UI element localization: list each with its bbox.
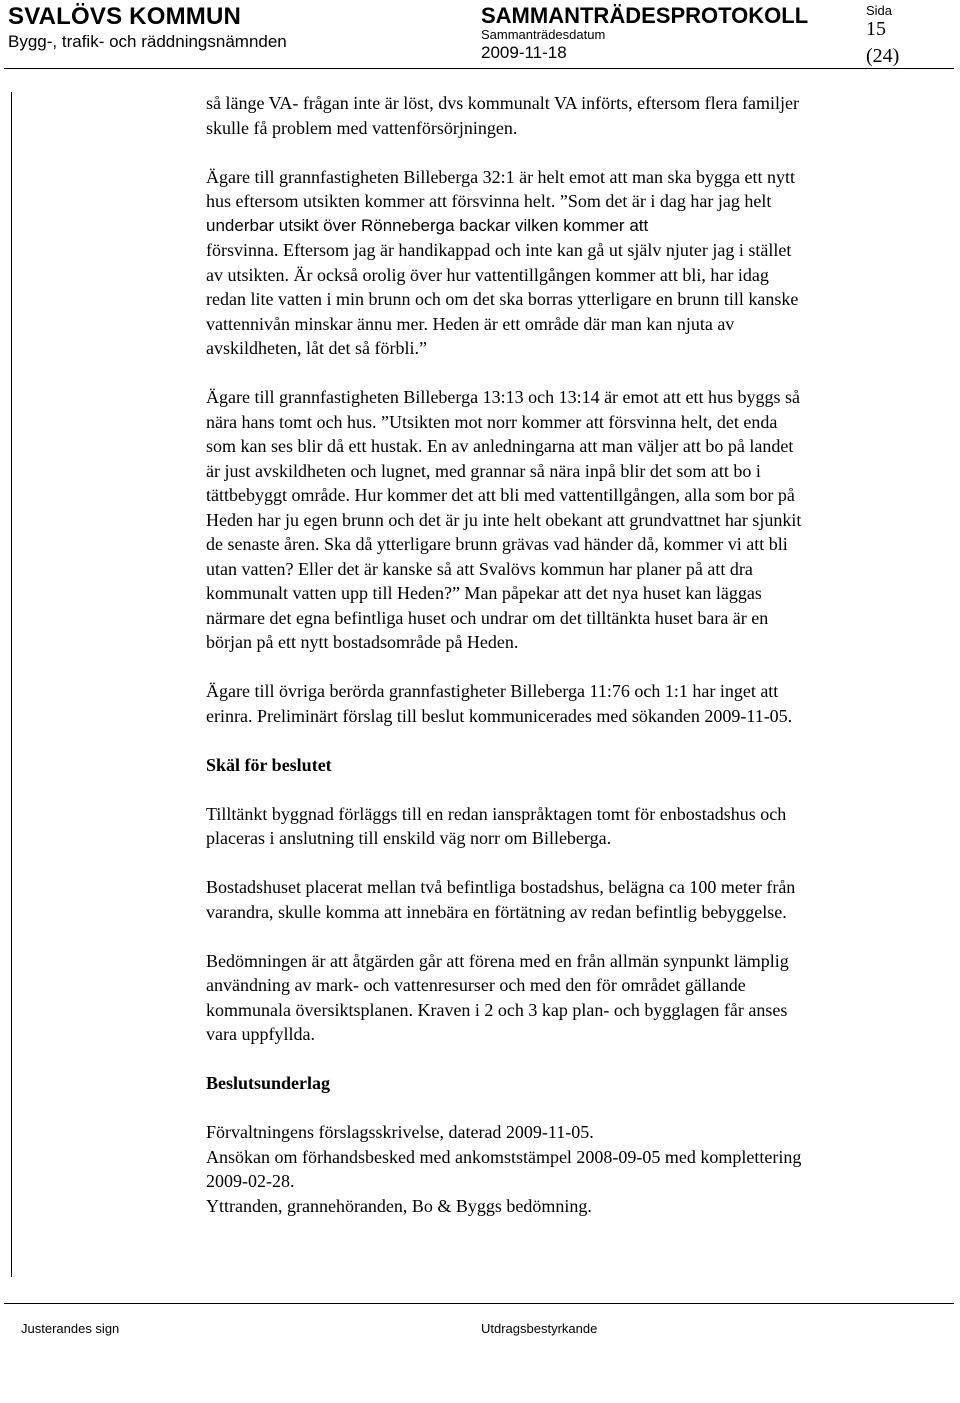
paragraph-va-question <box>206 91 926 140</box>
section-heading: Skäl för beslutet <box>206 754 332 775</box>
text-line: så länge VA- frågan inte är löst, dvs kommunalt VA införts, eftersom flera familjer <box>206 93 800 113</box>
signature-label: Justerandes sign <box>21 1321 120 1336</box>
text-line: Heden har ju egen brunn och det är ju inte helt obekant att grundvattnet har sjunkit <box>206 509 802 530</box>
text-line: är just avskildheten och lugnet, med grannar så nära inpå blir det som att bo i <box>206 460 761 481</box>
document-type: SAMMANTRÄDESPROTOKOLL <box>481 3 809 28</box>
text-line: som kan ses blir då ett hustak. En av anledningarna att man väljer att bo på landet <box>206 436 794 456</box>
paragraph-neighbor-32-1 <box>206 165 926 361</box>
paragraph-neighbor-13-13 <box>206 385 926 655</box>
text-line: redan lite vatten i min brunn och om det ska borras ytterligare en brunn till kanske <box>206 289 799 309</box>
text-line: vattennivån minskar ännu mer. Heden är ett område där man kan njuta av <box>206 313 735 334</box>
text-line: 2009-02-28. <box>206 1171 295 1191</box>
text-line: användning av mark- och vattenresurser och med den för området gällande <box>206 975 746 995</box>
footer-divider <box>4 1303 954 1304</box>
text-line: kommunalt vatten upp till Heden?” Man påpekar att det nya huset kan läggas <box>206 583 762 603</box>
section-heading: Beslutsunderlag <box>206 1073 331 1093</box>
text-line: Ägare till grannfastigheten Billeberga 32:1 är helt emot att man ska bygga ett nytt <box>206 166 795 187</box>
page-total: (24) <box>866 45 900 67</box>
text-line: Bedömningen är att åtgärden går att förena med en från allmän synpunkt lämplig <box>206 950 789 971</box>
text-line: nära hans tomt och hus. ”Utsikten mot norr kommer att försvinna helt, det enda <box>206 411 778 432</box>
text-line: tättbebyggt område. Hur kommer det att bli med vattentillgången, alla som bor på <box>206 485 795 505</box>
text-line: erinra. Preliminärt förslag till beslut kommunicerades med sökanden 2009-11-05. <box>206 705 793 726</box>
text-line: varandra, skulle komma att innebära en förtätning av redan befintlig bebyggelse. <box>206 901 787 922</box>
certification-label: Utdragsbestyrkande <box>481 1321 598 1336</box>
section-heading-reasons <box>206 753 926 778</box>
section-heading-basis <box>206 1071 926 1096</box>
text-line: Tilltänkt byggnad förläggs till en redan ianspråktagen tomt för enbostadshus och <box>206 803 787 824</box>
text-line: Förvaltningens förslagsskrivelse, daterad 2009-11-05. <box>206 1122 594 1142</box>
paragraph-documents-list <box>206 1120 926 1218</box>
paragraph-building-location <box>206 802 926 851</box>
text-line: Bostadshuset placerat mellan två befintliga bostadshus, belägna ca 100 meter från <box>206 877 796 897</box>
text-line: underbar utsikt över Rönneberga backar vilken kommer att <box>206 215 649 235</box>
text-line: skulle få problem med vattenförsörjningen. <box>206 117 518 138</box>
text-line: början på ett nytt bostadsområde på Heden. <box>206 632 519 652</box>
organization-name: SVALÖVS KOMMUN <box>8 3 242 30</box>
paragraph-other-neighbors <box>206 679 926 728</box>
text-line: Yttranden, grannehöranden, Bo & Byggs bedömning. <box>206 1195 592 1216</box>
paragraph-densification <box>206 875 926 924</box>
text-line: de senaste åren. Ska då ytterligare brunn grävas vad händer då, kommer vi att bli <box>206 534 788 554</box>
committee-name: Bygg-, trafik- och räddningsnämnden <box>8 32 287 51</box>
text-line: utan vatten? Eller det är kanske så att Svalövs kommun har planer på att dra <box>206 558 753 579</box>
left-margin-line <box>11 92 12 1277</box>
paragraph-assessment <box>206 949 926 1047</box>
text-line: Ansökan om förhandsbesked med ankomststämpel 2008-09-05 med komplettering <box>206 1146 802 1167</box>
document-body <box>206 91 926 1218</box>
text-line: avskildheten, låt det så förbli.” <box>206 338 427 358</box>
text-line: vara uppfyllda. <box>206 1024 315 1044</box>
page-label: Sida <box>866 3 893 18</box>
text-line: Ägare till övriga berörda grannfastigheter Billeberga 11:76 och 1:1 har inget att <box>206 681 779 701</box>
text-line: försvinna. Eftersom jag är handikappad och inte kan gå ut själv njuter jag i stället <box>206 240 792 260</box>
header-divider <box>4 68 954 69</box>
text-line: hus eftersom utsikten kommer att försvinna helt. ”Som det är i dag har jag helt <box>206 191 772 211</box>
text-line: kommunala översiktsplanen. Kraven i 2 och 3 kap plan- och bygglagen får anses <box>206 999 788 1020</box>
text-line: närmare det egna befintliga huset och undrar om det tilltänkta huset bara är en <box>206 607 769 628</box>
meeting-date-label: Sammanträdesdatum <box>481 27 606 42</box>
text-line: placeras i anslutning till enskild väg norr om Billeberga. <box>206 828 612 848</box>
text-line: av utsikten. Är också orolig över hur vattentillgången kommer att bli, har idag <box>206 264 769 285</box>
text-line: Ägare till grannfastigheten Billeberga 13:13 och 13:14 är emot att ett hus byggs så <box>206 387 801 407</box>
meeting-date: 2009-11-18 <box>481 43 567 62</box>
page-number: 15 <box>866 18 886 40</box>
